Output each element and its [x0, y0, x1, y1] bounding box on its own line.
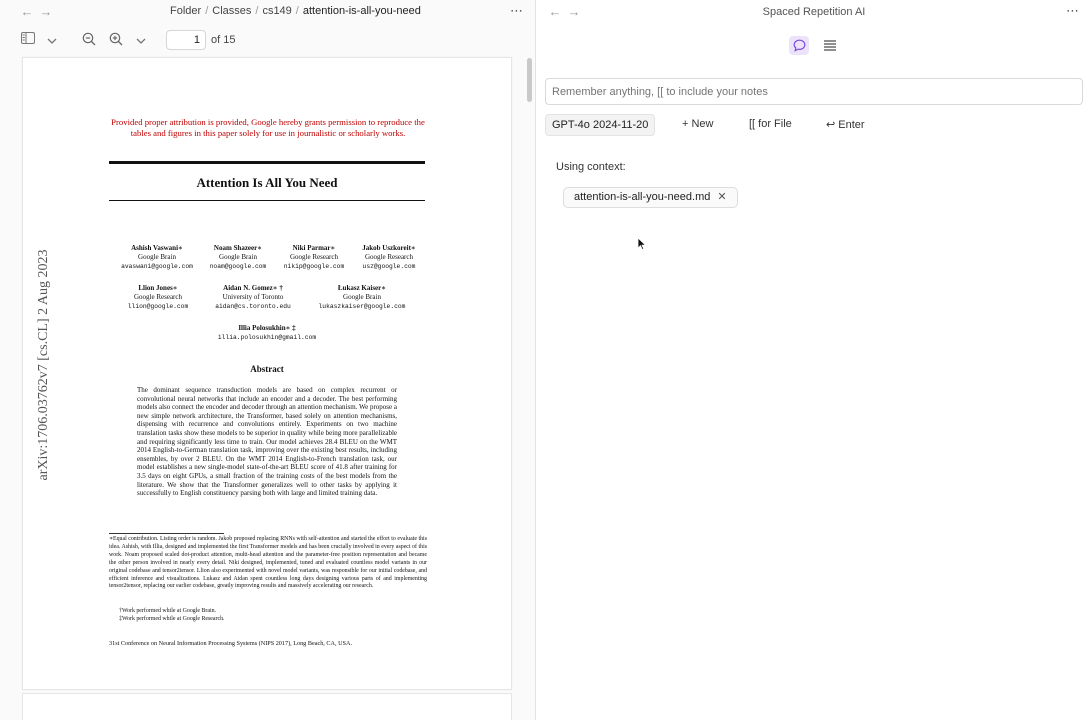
context-file-chip[interactable]: [563, 187, 738, 208]
new-button[interactable]: + New: [682, 118, 714, 130]
enter-label: Enter: [838, 119, 865, 131]
chevron-down-icon[interactable]: [44, 32, 60, 48]
author-block: [212, 324, 322, 342]
zoom-in-icon[interactable]: [108, 32, 124, 48]
mouse-pointer-icon: [637, 237, 647, 251]
zoom-chevron-down-icon[interactable]: [133, 32, 149, 48]
author-affiliation: Google Brain: [138, 253, 176, 261]
breadcrumb: [170, 5, 421, 17]
author-block: [198, 284, 308, 311]
author-email: aidan@cs.toronto.edu: [215, 303, 291, 310]
forward-arrow-icon[interactable]: →: [39, 4, 53, 19]
author-name: Noam Shazeer∗: [213, 244, 263, 252]
breadcrumb-separator: /: [255, 5, 259, 17]
remember-input[interactable]: [545, 78, 1083, 105]
assistant-title: Spaced Repetition AI: [762, 6, 866, 18]
author-block: [334, 244, 444, 271]
back-arrow-icon[interactable]: ←: [20, 4, 34, 19]
author-block: [307, 284, 417, 311]
permission-notice: Provided proper attribution is provided, Google hereby grants permission to reproduce the tables and figures in this paper solely for use in journalistic or scholarly works.: [111, 117, 425, 138]
footnote-google-research: ‡Work performed while at Google Research.: [119, 616, 225, 622]
paper-title: Attention Is All You Need: [196, 175, 338, 190]
footnote-contributions: ∗Equal contribution. Listing order is random. Jakob proposed replacing RNNs with self-attention and started the effort to evaluate this idea. Ashish, with Illia, designed and implemented the first Transformer models and has been crucially involved in every aspect of this work. Noam proposed scaled dot-product attention, multi-head attention and the parameter-free position representation and became the other person involved in nearly every detail. Niki designed, implemented, tuned and evaluated countless model variants in our original codebase and tensor2tensor. Llion also experimented with novel model variants, was responsible for our initial codebase, and efficient inference and visualizations. Lukasz and Aidan spent countless long days designing various parts of and implementing tensor2tensor, replacing our earlier codebase, greatly improving results and massively accelerating our research.: [109, 536, 427, 590]
breadcrumb-separator: /: [205, 5, 209, 17]
footnote-google-brain: †Work performed while at Google Brain.: [119, 608, 217, 614]
author-email: llion@google.com: [127, 303, 189, 310]
pdf-document-viewport[interactable]: [0, 55, 535, 720]
context-file-name: attention-is-all-you-need.md: [574, 191, 711, 203]
author-name: Ashish Vaswani∗: [131, 244, 183, 252]
author-email: avaswani@google.com: [121, 263, 193, 270]
page-number-input[interactable]: [166, 30, 206, 50]
author-affiliation: Google Brain: [343, 293, 381, 301]
pdf-scrollbar[interactable]: [527, 58, 532, 102]
chat-mode-icon[interactable]: [789, 36, 809, 55]
sidebar-toggle-icon[interactable]: [20, 32, 36, 48]
enter-button[interactable]: [826, 118, 865, 131]
breadcrumb-classes[interactable]: Classes: [212, 5, 252, 17]
assistant-pane: [536, 0, 1092, 720]
breadcrumb-current-file[interactable]: attention-is-all-you-need: [302, 5, 421, 17]
model-selector-button[interactable]: GPT-4o 2024-11-20: [545, 114, 655, 136]
author-affiliation: Google Research: [133, 293, 182, 301]
title-rule-top: [109, 161, 425, 164]
author-email: noam@google.com: [209, 263, 267, 270]
author-email: lukaszkaiser@google.com: [318, 303, 406, 310]
breadcrumb-folder[interactable]: Folder: [170, 5, 202, 17]
author-name: Aidan N. Gomez∗ †: [223, 284, 283, 292]
breadcrumb-cs149[interactable]: cs149: [262, 5, 292, 17]
author-email: nikip@google.com: [283, 263, 345, 270]
file-reference-button[interactable]: [[ for File: [749, 118, 792, 130]
arxiv-identifier: arXiv:1706.03762v7 [cs.CL] 2 Aug 2023: [36, 249, 51, 481]
author-affiliation: Google Brain: [219, 253, 257, 261]
pdf-page-2: [22, 693, 512, 720]
more-options-icon[interactable]: ⋯: [510, 3, 524, 18]
breadcrumb-separator: /: [295, 5, 299, 17]
author-name: Illia Polosukhin∗ ‡: [238, 324, 296, 332]
author-name: Llion Jones∗: [138, 284, 178, 292]
abstract-heading: Abstract: [250, 364, 284, 374]
zoom-out-icon[interactable]: [81, 32, 97, 48]
pdf-pane: [0, 0, 535, 720]
author-affiliation: Google Research: [364, 253, 413, 261]
author-block: [103, 284, 213, 311]
author-name: Jakob Uszkoreit∗: [362, 244, 416, 252]
author-name: Łukasz Kaiser∗: [337, 284, 387, 292]
remove-context-icon[interactable]: ✕: [717, 191, 727, 203]
conference-note: 31st Conference on Neural Information Processing Systems (NIPS 2017), Long Beach, CA, USA.: [109, 640, 352, 647]
footnote-rule: [109, 533, 224, 534]
author-affiliation: Google Research: [289, 253, 338, 261]
enter-icon: ↩: [826, 119, 836, 131]
page-count: of 15: [211, 34, 236, 46]
list-mode-icon[interactable]: [821, 36, 839, 55]
author-name: Niki Parmar∗: [292, 244, 336, 252]
author-email: illia.polosukhin@gmail.com: [217, 334, 317, 341]
author-affiliation: University of Toronto: [222, 293, 284, 301]
author-email: usz@google.com: [362, 263, 416, 270]
context-label: Using context:: [556, 161, 626, 173]
more-options-icon[interactable]: ⋯: [1066, 3, 1080, 18]
back-arrow-icon[interactable]: ←: [548, 4, 562, 19]
forward-arrow-icon[interactable]: →: [567, 4, 581, 19]
pdf-page-1: [22, 57, 512, 690]
abstract-text: The dominant sequence transduction models are based on complex recurrent or convolutional neural networks that include an encoder and a decoder. The best performing models also connect the encoder and decoder through an attention mechanism. We propose a new simple network architecture, the Transformer, based solely on attention mechanisms, dispensing with recurrence and convolutions entirely. Experiments on two machine translation tasks show these models to be superior in quality while being more parallelizable and requiring significantly less time to train. Our model achieves 28.4 BLEU on the WMT 2014 English-to-German translation task, improving over the existing best results, including ensembles, by over 2 BLEU. On the WMT 2014 English-to-French translation task, our model establishes a new single-model state-of-the-art BLEU score of 41.8 after training for 3.5 days on eight GPUs, a small fraction of the training costs of the best models from the literature. We show that the Transformer generalizes well to other tasks by applying it successfully to English constituency parsing both with large and limited training data.: [137, 386, 397, 498]
title-rule-bottom: [109, 200, 425, 201]
